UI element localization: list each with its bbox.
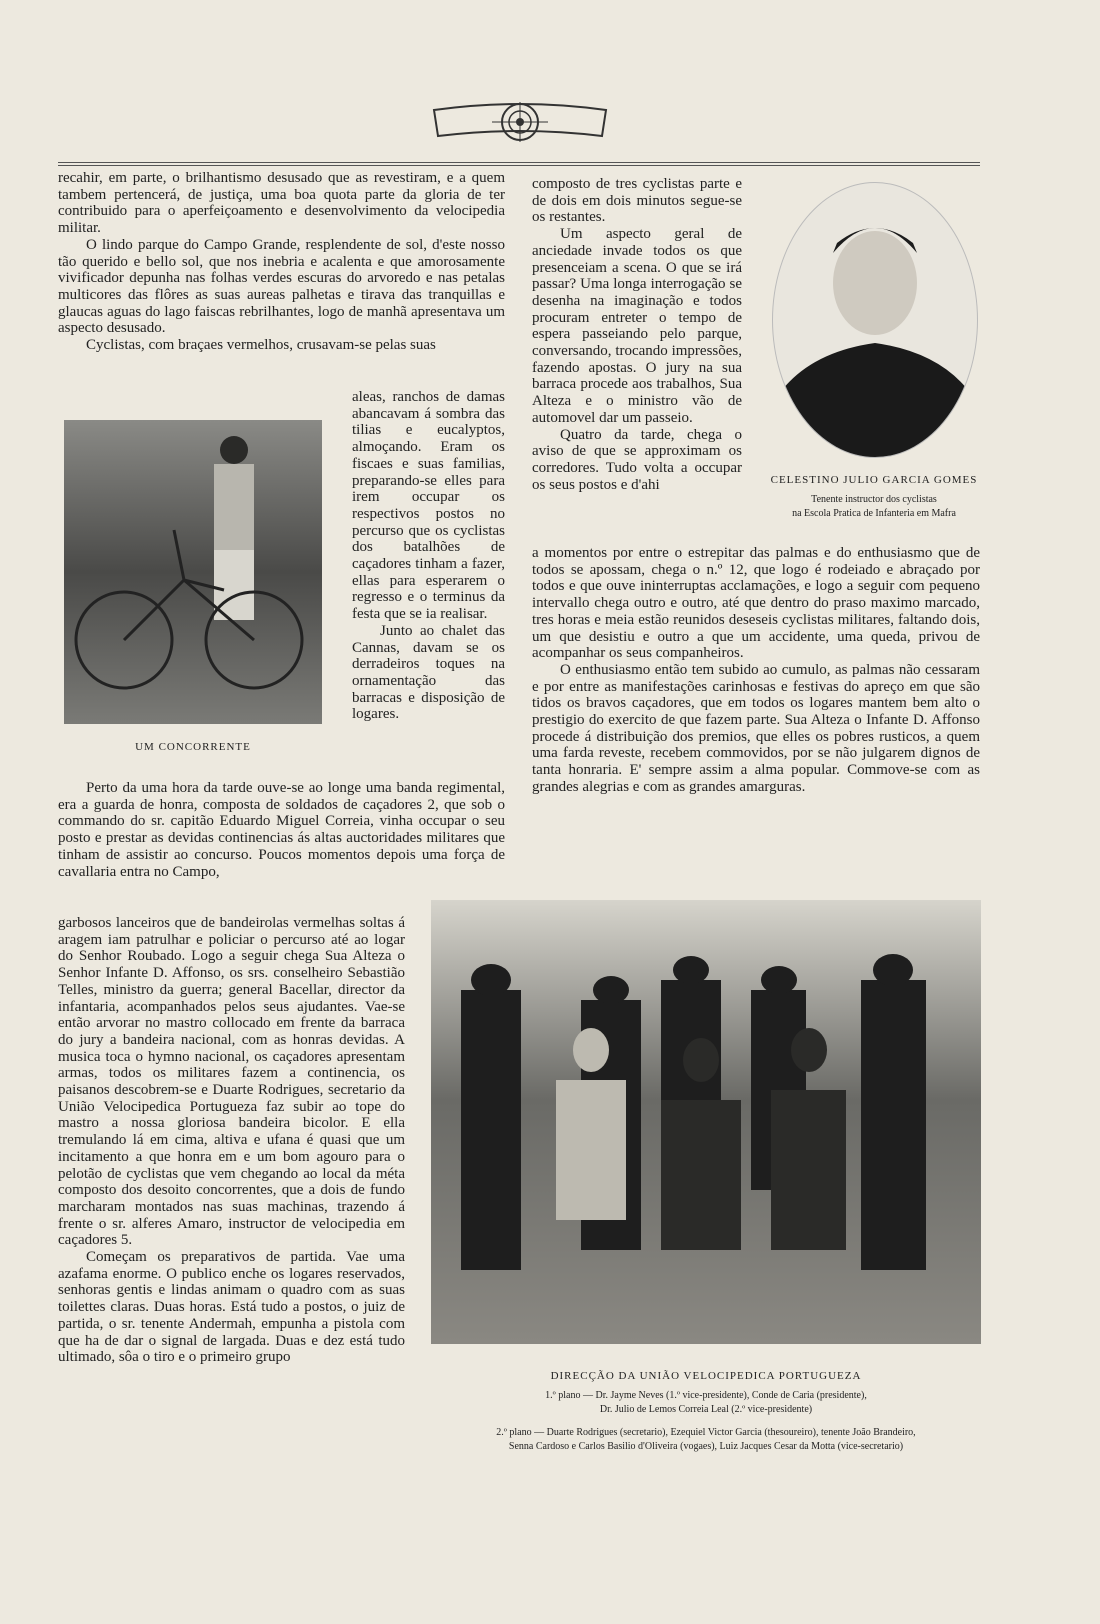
group-caption-line-3: 2.º plano — Duarte Rodrigues (secretario), Ezequiel Victor Garcia (thesoureiro), tenente João Brandeiro,: [496, 1427, 916, 1438]
paragraph: O enthusiasmo então tem subido ao cumulo, as palmas não cessaram e por entre as manifestações carinhosas e festivas do apreço em que são tidos os bravos caçadores, que em todos os logares mantem bem alto o prestigio do exercito de que fazem parte. Sua Alteza o Infante D. Affonso procede á distribuição dos premios, que elles os pobres rusticos, a quem uma farda reveste, recebem commovidos, por se não julgarem dignos de tanta honraria. E' sempre assim a alma popular. Commove-se com as grandes alegrias e com as grandes amarguras.: [532, 661, 980, 795]
portrait-subtitle-2: na Escola Pratica de Infanteria em Mafra: [792, 508, 956, 519]
portrait-name: CELESTINO JULIO GARCIA GOMES: [770, 474, 978, 486]
portrait-subtitle-1: Tenente instructor dos cyclistas: [811, 494, 937, 505]
cyclist-caption: UM CONCORRENTE: [135, 741, 251, 753]
group-caption-line-1: 1.º plano — Dr. Jayme Neves (1.º vice-presidente), Conde de Caria (presidente),: [545, 1390, 867, 1401]
header-rule-2: [58, 165, 980, 166]
cyclist-photo: [64, 420, 322, 724]
paragraph: a momentos por entre o estrepitar das palmas e do enthusiasmo que de todos se apossam, chega o n.º 12, que logo é rodeiado e abraçado por todos e que ouve ininterruptas acclamações, e logo a seguir com pequeno intervallo chega outro e outro, até que dentro do praso maximo marcado, tres horas e meia estão reunidos deseseis cyclistas militares, faltando dois, um que desistiu e outro a que um accidente, uma queda, privou de acompanhar os seus companheiros.: [532, 545, 980, 662]
group-caption-line-2: Dr. Julio de Lemos Correia Leal (2.º vice-presidente): [599, 1404, 813, 1415]
paragraph: Um aspecto geral de anciedade invade todos os que presenceiam a scena. O que se irá passar? Uma longa interrogação se desenha na imaginação e todos procuram entreter o tempo de espera passeiando pelo parque, conversando, trocando impressões, fazendo apostas. O jury na sua barraca procede aos trabalhos, Sua Alteza e o ministro vão de automovel dar um passeio.: [532, 226, 742, 426]
left-column-mid: [58, 780, 505, 880]
group-photo: [431, 900, 981, 1344]
left-column-top: [58, 170, 505, 354]
paragraph: Junto ao chalet das Cannas, davam se os derradeiros toques na ornamentação das barracas e disposição de logares.: [352, 622, 505, 723]
paragraph: Quatro da tarde, chega o aviso de que se approximam os corredores. Tudo volta a occupar os seus postos e d'ahi: [532, 426, 742, 493]
paragraph: recahir, em parte, o brilhantismo desusado que as revestiram, e a quem tambem pertencerá, de justiça, uma boa quota parte da gloria de ter contribuido para o aperfeiçoamento e desenvolvimento da velocipedia militar.: [58, 170, 505, 237]
left-column-bottom: [58, 915, 405, 1366]
left-column-narrow: [352, 389, 505, 723]
paragraph: garbosos lanceiros que de bandeirolas vermelhas soltas á aragem iam patrulhar e policiar o percurso até ao logar do Senhor Roubado. Logo a seguir chega Sua Alteza o Senhor Infante D. Affonso, os srs. conselheiro Sebastião Telles, ministro da guerra; general Bacellar, director da infantaria, acompanhados pelos seus ajudantes. Vae-se então arvorar no mastro collocado em frente da barraca do jury a bandeira nacional, com as honras devidas. A musica toca o hymno nacional, os caçadores apresentam armas, todos os militares fazem a continencia, os paisanos descobrem-se e Duarte Rodrigues, secretario da União Velocipedica Portugueza faz subir ao tope do mastro a nossa gloriosa bandeira bicolor. E ella tremulando lá em cima, altiva e ufana é quasi que um incitamento a que honra em e um bom agouro para o pelotão de cyclistas que vem chegando ao local da méta composto dos desoito concorrentes, que a dois de fundo marcharam montados nas suas machinas, trazendo á frente o sr. alferes Amaro, instructor de velocipedia em caçadores 5.: [58, 915, 405, 1249]
masthead-logo: [430, 96, 610, 148]
group-caption: DIRECÇÃO DA UNIÃO VELOCIPEDICA PORTUGUEZA: [550, 1370, 862, 1382]
right-column: [532, 545, 980, 796]
paragraph: Cyclistas, com braçaes vermelhos, crusavam-se pelas suas: [86, 337, 436, 354]
paragraph: Perto da uma hora da tarde ouve-se ao longe uma banda regimental, era a guarda de honra, composta de soldados de caçadores 2, que sob o commando do sr. capitão Eduardo Miguel Correia, vinha occupar o seu posto e prestar as devidas continencias ás altas auctoridades militares que tinham de assistir ao concurso. Poucos momentos depois uma força de cavallaria entra no Campo,: [58, 780, 505, 880]
middle-column: [532, 176, 742, 493]
header-rule: [58, 162, 980, 163]
paragraph: O lindo parque do Campo Grande, resplendente de sol, d'este nosso tão querido e bello sol, que nos inebria e acalenta e que amorosamente vivificador depunha nas folhas verdes escuras do arvoredo e nas petalas multicores das flôres as suas aureas palhetas e tirava das tranquillas e glaucas aguas do lago faiscas rebrilhantes, logo de manhã apresentava um aspecto desusado.: [58, 236, 505, 337]
group-caption-line-4: Senna Cardoso e Carlos Basilio d'Oliveira (vogaes), Luiz Jacques Cesar da Motta (vice-secretario): [508, 1441, 904, 1452]
paragraph: composto de tres cyclistas parte e de dois em dois minutos segue-se os restantes.: [532, 176, 742, 226]
paragraph: aleas, ranchos de damas abancavam á sombra das tilias e eucalyptos, almoçando. Eram os fiscaes e suas familias, preparando-se elles para irem occupar os respectivos postos no percurso que os cyclistas dos batalhões de caçadores tinham a fazer, ellas para esperarem o regresso e o terminus da festa que se ia realisar.: [352, 389, 505, 623]
paragraph: Começam os preparativos de partida. Vae uma azafama enorme. O publico enche os logares reservados, senhoras gentis e lindas animam o quadro com as suas toilettes claras. Duas horas. Está tudo a postos, o juiz de partida, o sr. tenente Andermah, empunha a pistola com que ha de dar o signal de largada. Duas e dez está tudo ultimado, sôa o tiro e o primeiro grupo: [58, 1249, 405, 1366]
portrait-photo: [772, 182, 978, 458]
